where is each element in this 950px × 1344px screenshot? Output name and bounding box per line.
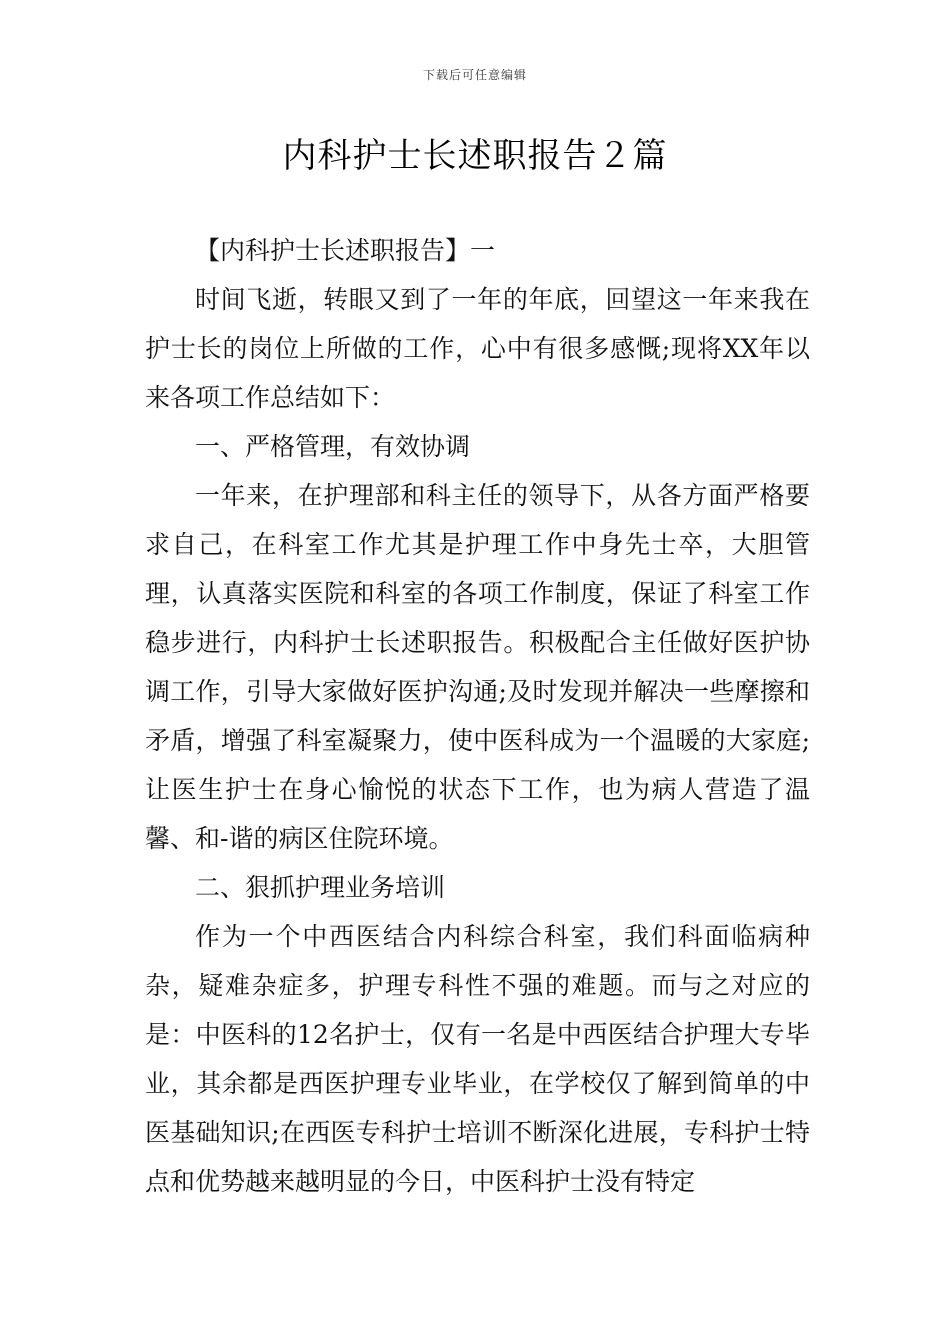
section-heading: 【内科护士长述职报告】一 <box>195 236 496 265</box>
document-body <box>145 226 810 1206</box>
header-note: 下载后可任意编辑 <box>422 68 527 82</box>
subsection-heading: 一、严格管理，有效协调 <box>195 432 471 461</box>
subsection-heading: 二、狠抓护理业务培训 <box>195 873 446 902</box>
document-title: 内科护士长述职报告２篇 <box>282 136 668 176</box>
paragraph: 一年来，在护理部和科主任的领导下，从各方面严格要求自己，在科室工作尤其是护理工作中身先士卒，大胆管理，认真落实医院和科室的各项工作制度，保证了科室工作稳步进行，内科护士长述职报告。积极配合主任做好医护协调工作，引导大家做好医护沟通;及时发现并解决一些摩擦和矛盾，增强了科室凝聚力，使中医科成为一个温暖的大家庭;让医生护士在身心愉悦的状态下工作，也为病人营造了温馨、和-谐的病区住院环境。 <box>145 481 810 853</box>
paragraph: 作为一个中西医结合内科综合科室，我们科面临病种杂，疑难杂症多，护理专科性不强的难题。而与之对应的是：中医科的12名护士，仅有一名是中西医结合护理大专毕业，其余都是西医护理专业毕业，在学校仅了解到简单的中医基础知识;在西医专科护士培训不断深化进展，专科护士特点和优势越来越明显的今日，中医科护士没有特定 <box>145 922 810 1196</box>
paragraph: 时间飞逝，转眼又到了一年的年底，回望这一年来我在护士长的岗位上所做的工作，心中有很多感慨;现将XX年以来各项工作总结如下： <box>145 285 810 412</box>
